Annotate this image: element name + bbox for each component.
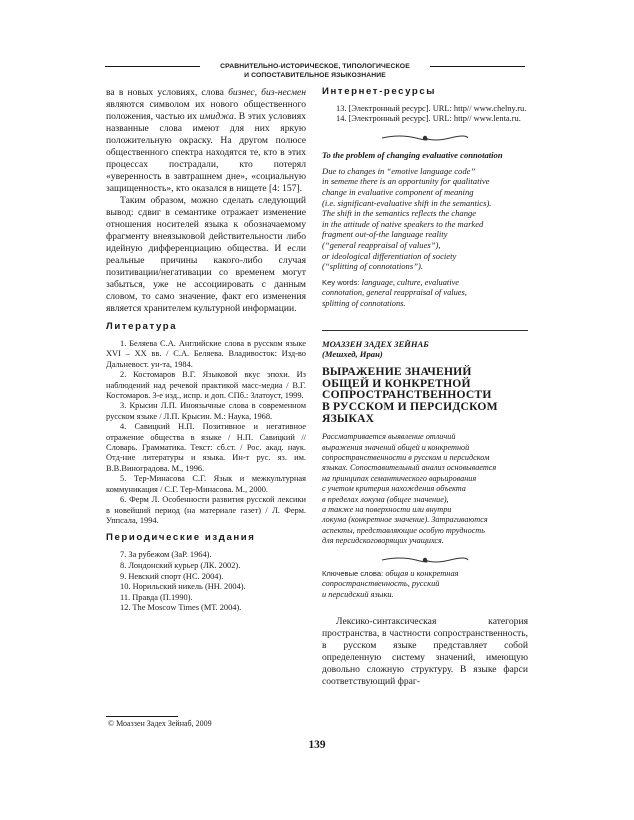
- reference-item: 4. Савицкий Н.П. Позитивное и негативное отражение общества в языке / Н.П. Савицкий // Словарь. Грамматика. Текст: сб.ст. / Рос. акад. наук. Отд-ние литературы и языка. Ин-т рус. яз. им. В.В.Виноградова. М., 1996.: [106, 422, 306, 473]
- left-column: [106, 87, 306, 614]
- p1-italic-image: имиджа: [199, 111, 234, 122]
- abstract-line: in the attitude of native speakers to the marked: [322, 218, 484, 229]
- abstract-line: or ideological differentiation of society: [322, 250, 457, 261]
- periodicals-heading: Периодические издания: [106, 532, 256, 544]
- source-item: 10. Норильский никель (НН. 2004).: [120, 582, 246, 592]
- paragraph-2: Таким образом, можно сделать следующий вывод: сдвиг в семантике отражает изменение отношения носителей языка к обозначаемому фрагменту внеязыковой действительности либо идейную дифференциацию общества. И если реальные причины какого-либо случая позитивации/негативации со временем могут забыться, уже не ассоциировать с данным словом, то само значение, факт его изменения является хранителем культурной информации.: [106, 195, 306, 314]
- abstract-line: in sememe there is an opportunity for qualitative: [322, 176, 490, 187]
- source-item: 8. Лондонский курьер (ЛК. 2002).: [120, 560, 241, 570]
- copyright-footnote: © Моаззен Задех Зейнаб, 2009: [108, 719, 212, 728]
- keywords-text: language, culture, evaluative: [359, 277, 460, 287]
- author-affiliation: (Мешхед, Иран): [322, 349, 383, 360]
- title-line: ЯЗЫКАХ: [322, 411, 375, 425]
- running-header: [105, 62, 525, 80]
- header-line-1: СРАВНИТЕЛЬНО-ИСТОРИЧЕСКОЕ, ТИПОЛОГИЧЕСКОЕ: [220, 63, 410, 70]
- abstract-line: (“general reappraisal of values”),: [322, 239, 441, 250]
- internet-item: 14. [Электронный ресурс]. URL: http// www.lenta.ru.: [336, 114, 521, 124]
- abstract-line: Due to changes in “emotive language code”: [322, 165, 476, 176]
- abstract-line: для персидскоговорящих учащихся.: [322, 536, 444, 546]
- abstract-line: аспекты, представляющие особую трудность: [322, 525, 485, 535]
- english-title: To the problem of changing evaluative connotation: [322, 149, 503, 160]
- abstract-line: The shift in the semantics reflects the change: [322, 208, 477, 219]
- reference-item: 3. Крысин Л.П. Иноязычные слова в современном русском языке / Л.П. Крысин. М.: Наука, 1968.: [106, 401, 306, 421]
- literature-heading: Литература: [106, 321, 178, 332]
- reference-item: 6. Ферм Л. Особенности развития русской лексики в новейший период (на материале газет) / Л. Ферм. Уппсала, 1994.: [106, 495, 306, 525]
- header-rule-right: [430, 66, 525, 67]
- title-line: В РУССКОМ И ПЕРСИДСКОМ: [322, 399, 498, 413]
- header-rule-left: [105, 66, 200, 67]
- abstract-line: сопространственности в русском и персидском: [322, 452, 490, 462]
- p1-italic-business: бизнес, биз-несмен: [228, 87, 306, 98]
- page-number: 139: [308, 739, 326, 751]
- reference-item: 5. Тер-Минасова С.Г. Язык и межкультурная коммуникация / С.Г. Тер-Минасова. М., 2000.: [106, 474, 306, 494]
- keywords-text: splitting of connotations.: [322, 298, 406, 308]
- footnote-rule: [106, 716, 178, 717]
- abstract-line: а также на поверхности или внутри: [322, 504, 452, 514]
- header-line-2: И СОПОСТАВИТЕЛЬНОЕ ЯЗЫКОЗНАНИЕ: [244, 72, 386, 79]
- keywords-text: сопространственность, русский: [322, 579, 440, 589]
- abstract-line: Рассматривается выявление отличий: [322, 432, 456, 442]
- title-line: ВЫРАЖЕНИЕ ЗНАЧЕНИЙ: [322, 365, 472, 379]
- p1-text-c: . В этих условиях названные слова имеют для них яркую положительную окраску. На другом полюсе общественного спектра находятся те, кто в этих процессах пострадали, кто потерял «уверенность в завтрашнем дне», «социальную защищенность», кто оказался в нищете [4: 157].: [106, 111, 306, 194]
- internet-item: 13. [Электронный ресурс]. URL: http// www.chelny.ru.: [336, 104, 527, 113]
- title-line: ОБЩЕЙ И КОНКРЕТНОЙ: [322, 376, 471, 390]
- english-abstract: [322, 166, 528, 272]
- abstract-line: выражения значений общей и конкретной: [322, 442, 470, 452]
- right-column: [322, 87, 528, 688]
- paragraph-1: [106, 87, 306, 195]
- internet-resources-heading: Интернет-ресурсы: [322, 86, 437, 97]
- source-item: 7. За рубежом (ЗаР. 1964).: [120, 550, 212, 560]
- keywords-label: Key words:: [322, 277, 360, 287]
- russian-keywords: [322, 569, 528, 601]
- article-body-start: Лексико-синтаксическая категория пространства, в частности сопространственность, в русском языке представляет собой определенную систему значений, имеющую довольно сложную структуру. В языке фарси соответствующий фраг-: [322, 616, 528, 688]
- abstract-line: fragment out-of-the language reality: [322, 229, 448, 240]
- p1-text-b: являются символом их нового общественного положения, частью их: [106, 99, 306, 122]
- literature-list: [106, 339, 306, 526]
- p1-text-a: ва в новых условиях, слова: [106, 87, 229, 98]
- reference-item: 2. Костомаров В.Г. Языковой вкус эпохи. Из наблюдений над речевой практикой масс-медиа / В.Г. Костомаров. 3-е изд., испр. и доп. СПб.: Златоуст, 1999.: [106, 370, 306, 401]
- abstract-line: (i.e. significant-evaluative shift in the semantics).: [322, 197, 492, 208]
- keywords-text: общая и конкретная: [383, 568, 459, 578]
- source-item: 12. The Moscow Times (МТ. 2004).: [120, 603, 242, 613]
- source-item: 11. Правда (П.1990).: [120, 592, 193, 602]
- english-keywords: [322, 278, 528, 310]
- keywords-label: Ключевые слова:: [322, 568, 384, 578]
- abstract-line: языках. Сопоставительный анализ основывается: [322, 463, 497, 473]
- abstract-line: локума (конкретное значение). Затрагиваются: [322, 515, 488, 525]
- abstract-line: на принципах семантического варьирования: [322, 473, 477, 483]
- abstract-line: в пределах локума (общее значение),: [322, 494, 449, 504]
- ornament-divider-icon: [380, 555, 470, 565]
- title-line: СОПРОСТРАНСТВЕННОСТИ: [322, 388, 492, 402]
- author-name: МОАЗЗЕН ЗАДЕХ ЗЕЙНАБ: [322, 338, 429, 349]
- russian-abstract: [322, 432, 528, 546]
- article-title: [322, 366, 528, 424]
- article-separator: [322, 330, 528, 331]
- abstract-line: change in evaluative component of meaning: [322, 187, 474, 197]
- keywords-text: connotation, general reappraisal of values,: [322, 288, 467, 298]
- ornament-divider-icon: [380, 133, 470, 143]
- abstract-line: с учетом критерия нахождения объекта: [322, 484, 466, 494]
- abstract-line: (“splitting of connotations”).: [322, 261, 423, 272]
- source-item: 9. Невский спорт (НС. 2004).: [120, 571, 224, 581]
- periodicals-list: [106, 550, 306, 614]
- keywords-text: и персидский языки.: [322, 589, 394, 599]
- reference-item: 1. Беляева С.А. Английские слова в русском языке XVI – XX вв. / С.А. Беляева. Владивосток: Изд-во Дальневост. ун-та, 1984.: [106, 339, 306, 369]
